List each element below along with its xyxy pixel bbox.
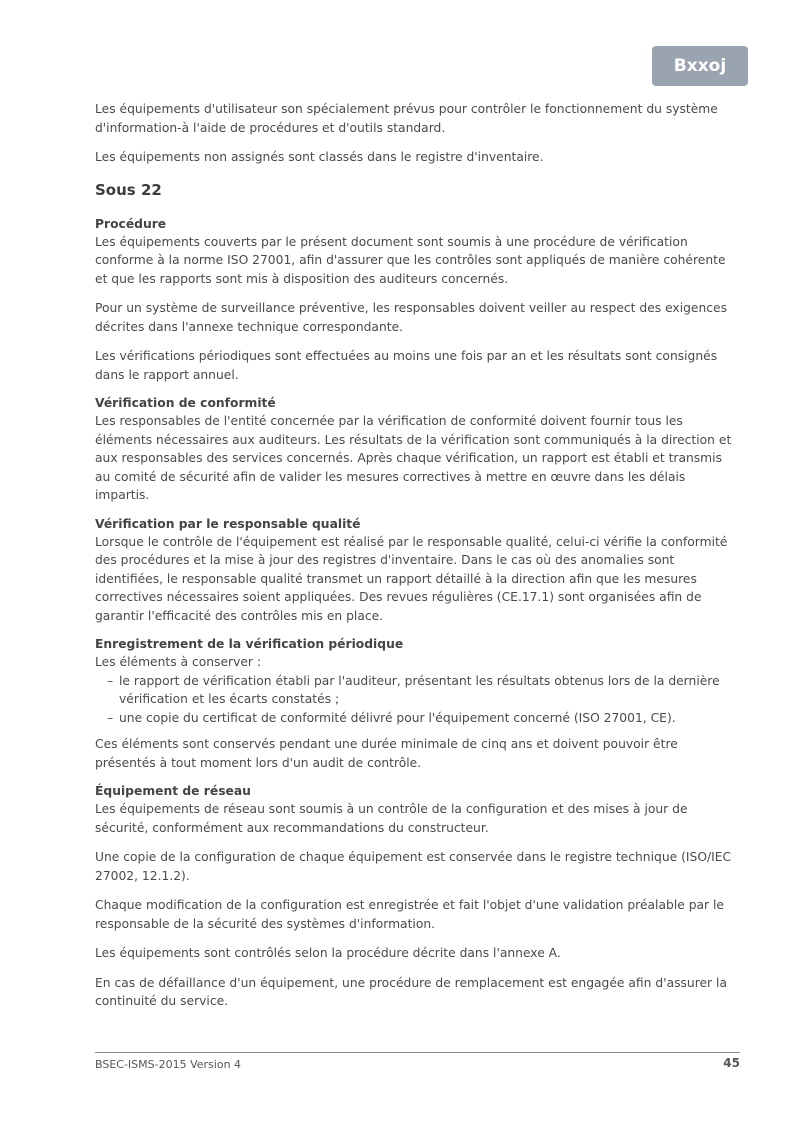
- body-paragraph: En cas de défaillance d'un équipement, une procédure de remplacement est engagée afin d'assurer la continuité du service.: [95, 975, 727, 1008]
- body-paragraph: Les équipements couverts par le présent document sont soumis à une procédure de vérification conforme à la norme ISO 27001, afin d'assurer que les contrôles sont appliqués de manière cohérente et que les rapports sont mis à disposition des auditeurs concernés.: [95, 234, 726, 286]
- subsection-heading: Équipement de réseau: [95, 784, 251, 798]
- document-body: [95, 100, 740, 1022]
- subsection-heading: Vérification par le responsable qualité: [95, 516, 361, 531]
- retention-list: [95, 672, 740, 728]
- body-paragraph: Pour un système de surveillance préventive, les responsables doivent veiller au respect des exigences décrites dans l'annexe technique correspondante.: [95, 301, 728, 334]
- section-title: Sous 22: [95, 180, 162, 199]
- body-paragraph: Les équipements sont contrôlés selon la procédure décrite dans l'annexe A.: [95, 946, 561, 960]
- body-paragraph: Les responsables de l'entité concernée par la vérification de conformité doivent fournir tous les éléments nécessaires aux auditeurs. Les résultats de la vérification sont communiqués à la direction et aux responsables des services concernés. Après chaque vérification, un rapport est établi et transmis au comité de sécurité afin de valider les mesures correctives à mettre en œuvre dans les délais impartis.: [95, 414, 732, 502]
- body-paragraph: Lorsque le contrôle de l'équipement est réalisé par le responsable qualité, celui-ci vérifie la conformité des procédures et la mise à jour des registres d'inventaire. Dans le cas où des anomalies sont identifiées, le responsable qualité transmet un rapport détaillé à la direction afin que les mesures correctives nécessaires soient appliquées. Des revues régulières (CE.17.1) sont organisées afin de garantir l'efficacité des contrôles mis en place.: [95, 534, 728, 623]
- header-badge: Bxxoj: [652, 46, 748, 86]
- list-item: – une copie du certificat de conformité délivré pour l'équipement concerné (ISO 27001, CE).: [95, 709, 740, 728]
- body-paragraph: Une copie de la configuration de chaque équipement est conservée dans le registre technique (ISO/IEC 27002, 12.1.2).: [95, 850, 732, 883]
- list-intro: Les éléments à conserver :: [95, 655, 262, 669]
- footer-divider: [95, 1052, 740, 1053]
- subsection-heading: Vérification de conformité: [95, 396, 276, 410]
- body-paragraph: Chaque modification de la configuration est enregistrée et fait l'objet d'une validation préalable par le responsable de la sécurité des systèmes d'information.: [95, 898, 724, 931]
- body-paragraph: Les équipements de réseau sont soumis à un contrôle de la configuration et des mises à jour de sécurité, conformément aux recommandations du constructeur.: [95, 802, 688, 835]
- body-paragraph: Ces éléments sont conservés pendant une durée minimale de cinq ans et doivent pouvoir être présentés à tout moment lors d'un audit de contrôle.: [95, 737, 678, 770]
- intro-paragraph: Les équipements d'utilisateur son spécialement prévus pour contrôler le fonctionnement du système d'information-à l'aide de procédures et d'outils standard.: [95, 102, 718, 135]
- subsection-heading: Enregistrement de la vérification périodique: [95, 637, 404, 651]
- intro-paragraph: Les équipements non assignés sont classés dans le registre d'inventaire.: [95, 150, 544, 164]
- subsection-heading: Procédure: [95, 216, 167, 231]
- body-paragraph: Les vérifications périodiques sont effectuées au moins une fois par an et les résultats sont consignés dans le rapport annuel.: [95, 349, 718, 382]
- page-number: 45: [723, 1056, 740, 1070]
- list-item: – le rapport de vérification établi par l'auditeur, présentant les résultats obtenus lors de la dernière vérification et les écarts constatés ;: [95, 672, 740, 709]
- footer-document-id: BSEC-ISMS-2015 Version 4: [95, 1058, 242, 1071]
